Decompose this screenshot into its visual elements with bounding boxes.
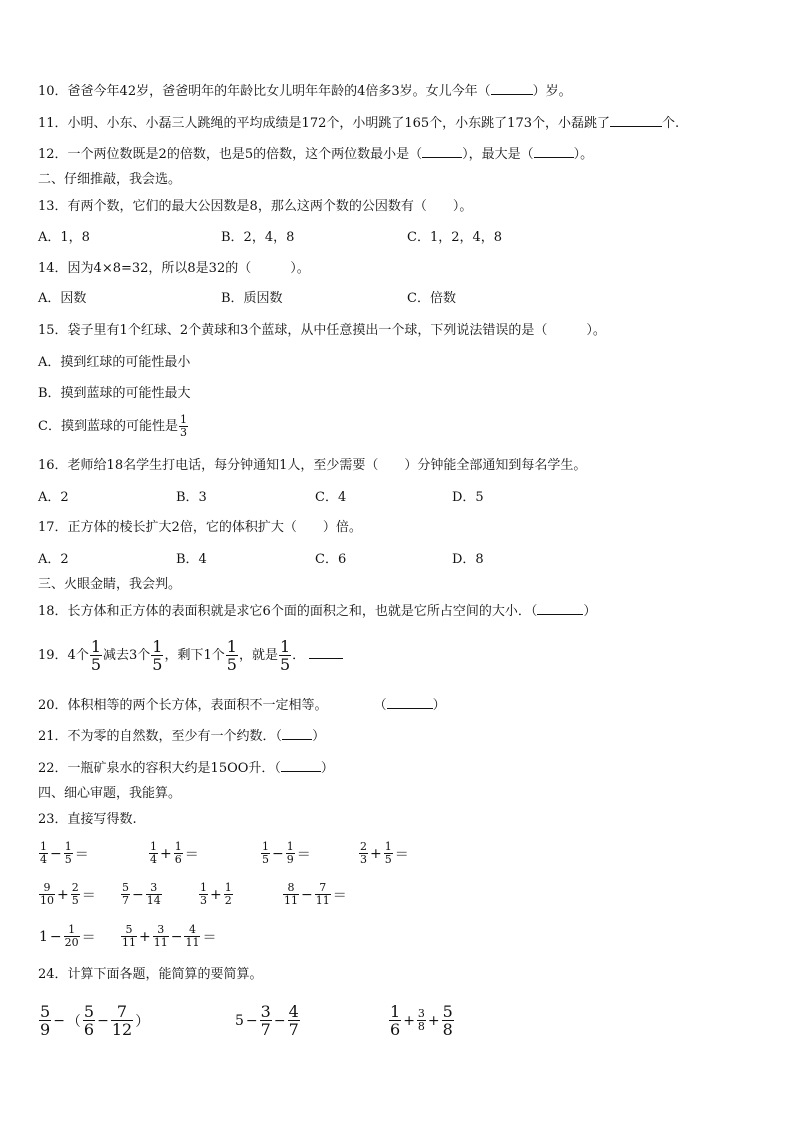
question-16 [38, 457, 586, 475]
calc-expression-3[interactable]: $\frac{1}{6}$ + $\frac{3}{8}$ + $\frac{5}{8}$ [390, 1002, 453, 1039]
calc-item[interactable]: $\frac{5}{7}$ − $\frac{3}{14}$ [122, 881, 161, 907]
question-text: 爸爸今年42岁，爸爸明年的年龄比女儿明年年龄的4倍多3岁。女儿今年（ [67, 84, 491, 99]
option-b[interactable]: B．质因数 [221, 291, 283, 306]
question-number: 10． [38, 84, 68, 99]
question-text: 一瓶矿泉水的容积大约是15OO升．（ [67, 761, 281, 776]
fraction: $\frac{1}{5}$ [152, 637, 163, 674]
calc-expression-1[interactable]: $\frac{5}{9}$ − （ $\frac{5}{6}$ − $\frac{7}{12}$ ） [40, 1002, 150, 1039]
question-text: 有两个数，它们的最大公因数是8，那么这两个数的公因数有（ ）。 [67, 199, 473, 214]
fraction: $\frac{1}{5}$ [226, 637, 237, 674]
question-number: 13． [38, 199, 68, 214]
question-20: 20．体积相等的两个长方体，表面积不一定相等。 （ ） [38, 698, 446, 713]
question-number: 20． [38, 698, 68, 713]
question-text: 体积相等的两个长方体，表面积不一定相等。 [67, 698, 328, 713]
answer-blank-max[interactable] [534, 145, 574, 158]
question-number: 21． [38, 729, 68, 744]
option-c[interactable]: C．1，2，4，8 [407, 230, 503, 245]
question-text: 直接写得数. [67, 812, 137, 827]
question-number: 19． [38, 648, 68, 663]
answer-blank[interactable] [537, 602, 583, 615]
calc-item[interactable]: $\frac{1}{3}$ + $\frac{1}{2}$ [200, 881, 232, 907]
question-number: 18． [38, 604, 68, 619]
question-12: 12．一个两位数既是2的倍数，也是5的倍数，这个两位数最小是（ ），最大是（ ）。 [38, 147, 594, 162]
answer-blank[interactable] [309, 646, 343, 659]
option-c[interactable]: C．4 [315, 490, 347, 505]
option-a[interactable]: A．2 [38, 552, 69, 567]
calc-item[interactable]: $\frac{1}{4}$ + $\frac{1}{6}$ ＝ [150, 840, 199, 866]
answer-blank-min[interactable] [422, 145, 462, 158]
calc-item[interactable]: $\frac{9}{10}$ + $\frac{2}{5}$ ＝ [40, 881, 96, 907]
question-22: 22．一瓶矿泉水的容积大约是15OO升．（ ） [38, 761, 334, 776]
question-23 [38, 811, 137, 829]
option-d[interactable]: D．8 [452, 552, 484, 567]
question-number: 17． [38, 520, 68, 535]
section-heading-3: 三、火眼金睛，我会判。 [38, 577, 182, 592]
question-19: 19．4个 $\frac{1}{5}$ 减去3个 $\frac{1}{5}$ ，剩下1个 $\frac{1}{5}$ ，就是 $\frac{1}{5}$ ． [38, 636, 343, 676]
calc-item[interactable]: 1 − $\frac{1}{20}$ ＝ [39, 923, 96, 949]
question-number: 24． [38, 967, 68, 982]
question-text: 正方体的棱长扩大2倍，它的体积扩大（ ）倍。 [67, 520, 362, 535]
option-d[interactable]: D．5 [452, 490, 484, 505]
question-14 [38, 260, 310, 278]
option-c[interactable]: C．倍数 [407, 291, 456, 306]
question-number: 14． [38, 261, 68, 276]
calc-item[interactable]: $\frac{8}{11}$ − $\frac{7}{11}$ ＝ [284, 881, 347, 907]
question-text: 因为4×8=32，所以8是32的（ ）。 [67, 261, 310, 276]
question-number: 22． [38, 761, 68, 776]
question-17 [38, 519, 362, 537]
answer-blank[interactable] [282, 727, 312, 740]
question-18: 18．长方体和正方体的表面积就是求它6个面的面积之和，也就是它所占空间的大小．（ ） [38, 604, 597, 619]
option-b[interactable]: B．摸到蓝球的可能性最大 [38, 386, 191, 401]
answer-blank[interactable] [610, 114, 662, 127]
fraction: $\frac{1}{3}$ [179, 413, 187, 439]
option-a[interactable]: A．1，8 [38, 230, 90, 245]
answer-blank[interactable] [387, 696, 433, 709]
question-text: 一个两位数既是2的倍数，也是5的倍数，这个两位数最小是（ [67, 147, 423, 162]
question-15 [38, 322, 606, 340]
option-a[interactable]: A．2 [38, 490, 69, 505]
question-text: 不为零的自然数，至少有一个约数．（ [67, 729, 283, 744]
question-11: 11．小明、小东、小磊三人跳绳的平均成绩是172个，小明跳了165个，小东跳了173个，小磊跳了 个. [38, 116, 680, 131]
fraction: $\frac{1}{5}$ [279, 637, 291, 674]
answer-blank[interactable] [281, 759, 321, 772]
question-13 [38, 198, 472, 216]
question-text: 袋子里有1个红球、2个黄球和3个蓝球，从中任意摸出一个球，下列说法错误的是（ ）。 [67, 323, 606, 338]
option-b[interactable]: B．4 [176, 552, 207, 567]
question-text: 小明、小东、小磊三人跳绳的平均成绩是172个，小明跳了165个，小东跳了173个，小磊跳了 [67, 116, 610, 131]
question-number: 12． [38, 147, 68, 162]
option-c[interactable]: C．6 [315, 552, 347, 567]
question-text: 老师给18名学生打电话，每分钟通知1人，至少需要（ ）分钟能全部通知到每名学生。 [67, 458, 587, 473]
calc-item[interactable]: $\frac{1}{4}$ − $\frac{1}{5}$ ＝ [40, 840, 89, 866]
option-b[interactable]: B．3 [176, 490, 207, 505]
question-24 [38, 966, 263, 984]
question-10: 10．爸爸今年42岁，爸爸明年的年龄比女儿明年年龄的4倍多3岁。女儿今年（ ）岁。 [38, 84, 572, 99]
calc-item[interactable]: $\frac{5}{11}$ + $\frac{3}{11}$ − $\frac{4}{11}$ ＝ [122, 923, 217, 949]
option-b[interactable]: B．2，4，8 [221, 230, 295, 245]
option-c[interactable]: C．摸到蓝球的可能性是 $\frac{1}{3}$ [38, 413, 187, 439]
option-a[interactable]: A．摸到红球的可能性最小 [38, 355, 191, 370]
section-heading-2: 二、仔细推敲，我会选。 [38, 172, 182, 187]
option-a[interactable]: A．因数 [38, 291, 87, 306]
question-text: 计算下面各题，能简算的要简算。 [67, 967, 263, 982]
section-heading-4: 四、细心审题，我能算。 [38, 786, 182, 801]
question-number: 16． [38, 458, 68, 473]
calc-item[interactable]: $\frac{1}{5}$ − $\frac{1}{9}$ ＝ [262, 840, 311, 866]
fraction: $\frac{1}{5}$ [90, 637, 102, 674]
calc-item[interactable]: $\frac{2}{3}$ + $\frac{1}{5}$ ＝ [360, 840, 409, 866]
question-number: 15． [38, 323, 68, 338]
question-number: 11． [38, 116, 68, 131]
question-text: 长方体和正方体的表面积就是求它6个面的面积之和，也就是它所占空间的大小．（ [67, 604, 538, 619]
question-number: 23． [38, 812, 68, 827]
answer-blank[interactable] [491, 82, 533, 95]
calc-expression-2[interactable]: 5 − $\frac{3}{7}$ − $\frac{4}{7}$ [235, 1002, 299, 1039]
question-21: 21．不为零的自然数，至少有一个约数．（ ） [38, 729, 326, 744]
